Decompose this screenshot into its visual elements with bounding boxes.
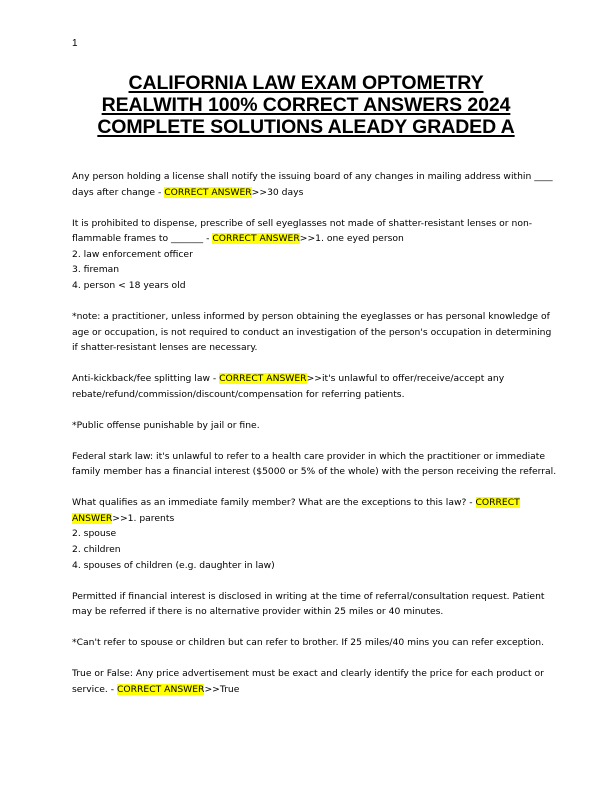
answer-list-item: 2. law enforcement officer <box>72 248 193 260</box>
title-line-3: COMPLETE SOLUTIONS ALEADY GRADED A <box>97 116 515 138</box>
correct-answer-label: CORRECT <box>475 497 520 509</box>
note-text: family member has a financial interest ($5000 or 5% of the whole) with the person receiving the referral. <box>72 466 557 478</box>
qa-immediate-family <box>72 495 542 573</box>
question-text: days after change - <box>72 186 165 198</box>
question-answer-line <box>72 495 542 511</box>
note-public-offense <box>72 418 542 434</box>
answer-text: rebate/refund/commission/discount/compensation for referring patients. <box>72 388 405 400</box>
question-answer-line <box>72 511 542 527</box>
note-text: age or occupation, is not required to conduct an investigation of the person's occupation in determining <box>72 326 552 338</box>
answer-list-item: 2. spouse <box>72 528 117 540</box>
question-text: service. - <box>72 683 117 695</box>
document-title <box>60 72 552 138</box>
document-body <box>72 169 557 713</box>
note-disclosure <box>72 589 545 620</box>
correct-answer-label: CORRECT ANSWER <box>117 683 205 695</box>
note-practitioner <box>72 309 552 356</box>
answer-list-item: 4. person < 18 years old <box>72 279 186 291</box>
title-line-1: CALIFORNIA LAW EXAM OPTOMETRY <box>128 72 484 94</box>
note-text: *Public offense punishable by jail or fine. <box>72 419 260 431</box>
question-text: Any person holding a license shall notify the issuing board of any changes in mailing address within ____ <box>72 171 553 182</box>
answer-text: >>1. one eyed person <box>299 233 404 245</box>
correct-answer-label: CORRECT ANSWER <box>212 233 300 245</box>
note-text: may be referred if there is no alternative provider within 25 miles or 40 minutes. <box>72 606 444 618</box>
title-line-2: REALWITH 100% CORRECT ANSWERS 2024 <box>101 94 511 116</box>
answer-text: >>1. parents <box>112 512 175 524</box>
correct-answer-label: CORRECT ANSWER <box>164 186 252 198</box>
question-answer-line <box>72 185 542 201</box>
answer-text: >>it's unlawful to offer/receive/accept any <box>306 373 505 385</box>
answer-list-item: 4. spouses of children (e.g. daughter in law) <box>72 559 275 571</box>
question-text: It is prohibited to dispense, prescribe of sell eyeglasses not made of shatter-resistant lenses or non- <box>72 217 533 229</box>
correct-answer-label: ANSWER <box>72 512 113 524</box>
note-referral-exception <box>72 635 542 651</box>
question-answer-line <box>72 371 542 387</box>
note-text: Permitted if financial interest is disclosed in writing at the time of referral/consultation request. Patient <box>72 590 545 602</box>
qa-shatter-resistant <box>72 216 542 294</box>
qa-anti-kickback <box>72 371 542 402</box>
answer-list-item: 2. children <box>72 544 121 556</box>
answer-text: >>True <box>204 683 240 695</box>
correct-answer-label: CORRECT ANSWER <box>219 373 307 385</box>
note-text: if shatter-resistant lenses are necessary. <box>72 342 258 354</box>
qa-price-advertisement <box>72 666 542 697</box>
page-number: 1 <box>72 38 78 49</box>
question-text: What qualifies as an immediate family member? What are the exceptions to this law? - <box>72 497 476 509</box>
question-text: True or False: Any price advertisement must be exact and clearly identify the price for each product or <box>72 668 544 680</box>
note-text: *note: a practitioner, unless informed by person obtaining the eyeglasses or has personal knowledge of <box>72 310 550 322</box>
question-answer-line <box>72 682 542 698</box>
question-text: flammable frames to _______ - <box>72 233 213 245</box>
question-text: Anti-kickback/fee splitting law - <box>72 373 220 385</box>
qa-mailing-address <box>72 169 553 200</box>
answer-text: >>30 days <box>251 186 304 198</box>
question-answer-line <box>72 231 542 247</box>
note-text: *Can't refer to spouse or children but can refer to brother. If 25 miles/40 mins you can refer exception. <box>72 637 544 649</box>
answer-list-item: 3. fireman <box>72 264 120 276</box>
note-text: Federal stark law: it's unlawful to refer to a health care provider in which the practitioner or immediate <box>72 450 546 462</box>
note-stark-law <box>72 449 557 480</box>
